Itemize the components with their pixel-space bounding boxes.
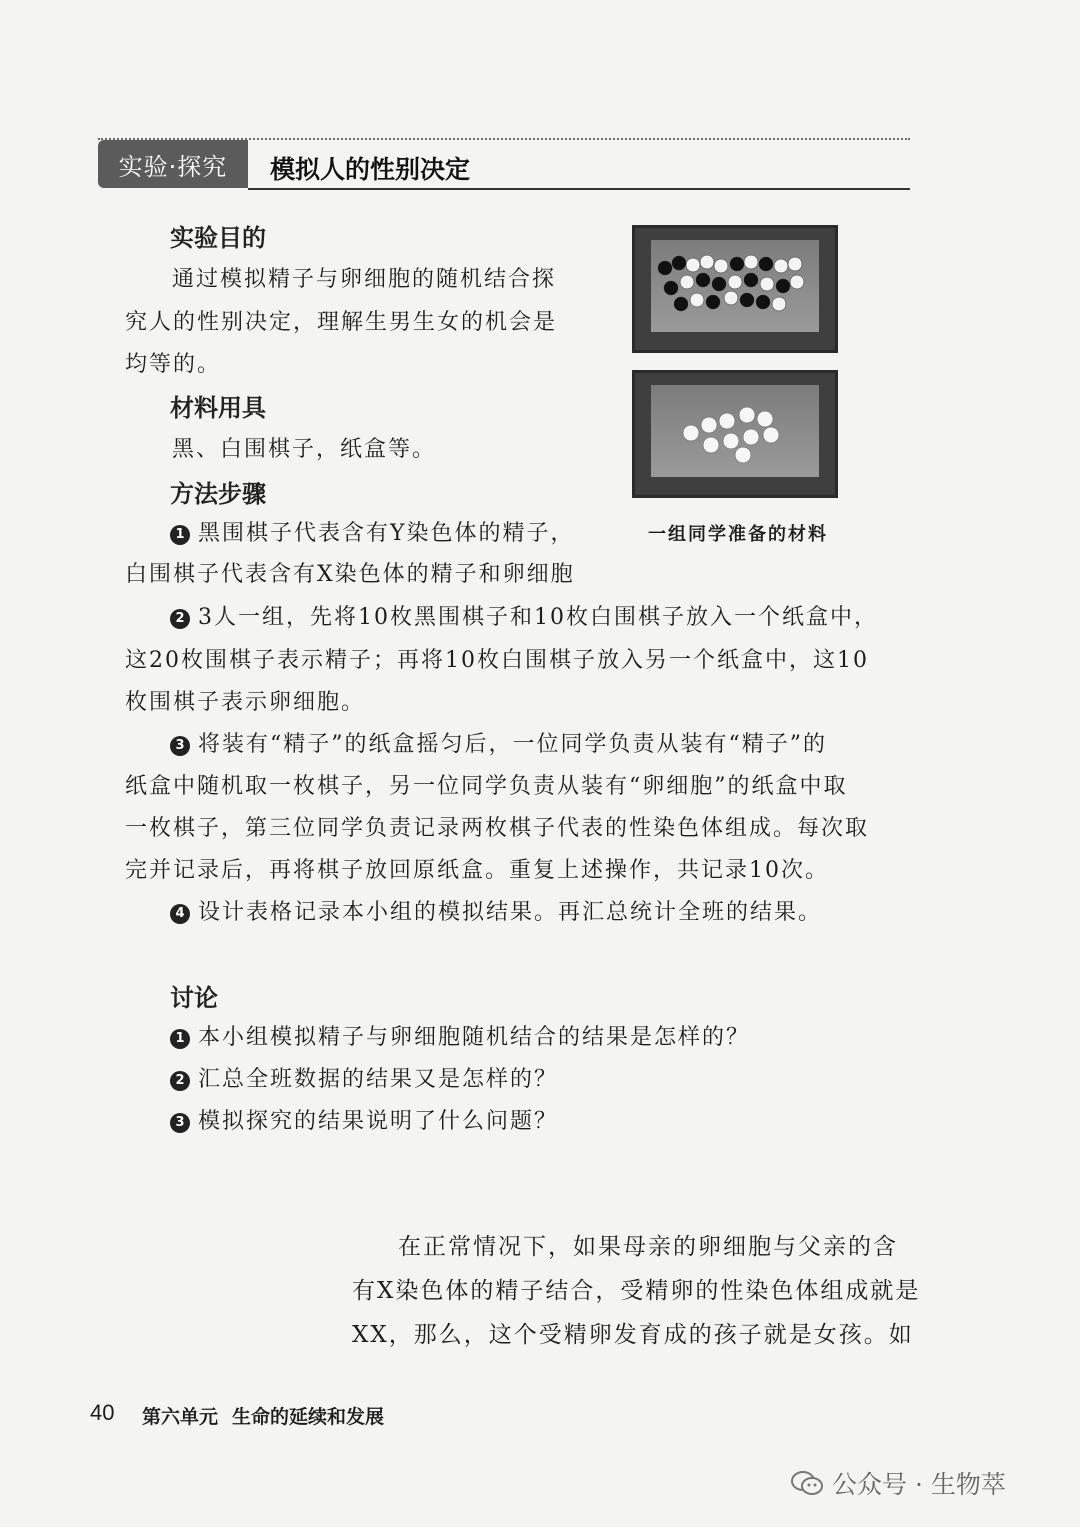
footer-unit: 第六单元	[142, 1406, 219, 1428]
step-1-line	[170, 516, 575, 547]
watermark-text: 公众号 · 生物萃	[832, 1470, 1006, 1499]
step-1-text: 黑围棋子代表含有Y染色体的精子，	[198, 521, 575, 546]
discussion-item	[170, 1062, 558, 1093]
step-2-line: 这20枚围棋子表示精子；再将10枚白围棋子放入另一个纸盒中，这10	[125, 648, 869, 673]
box-interior	[651, 385, 819, 477]
purpose-heading: 实验目的	[170, 224, 266, 252]
discussion-item	[170, 1104, 558, 1135]
discussion-text: 模拟探究的结果说明了什么问题？	[198, 1109, 559, 1134]
question-number-badge: 2	[170, 1071, 190, 1091]
page-number: 40	[90, 1400, 115, 1425]
wechat-icon	[790, 1469, 824, 1497]
section-label: 实验·探究	[98, 140, 248, 188]
discussion-heading: 讨论	[170, 984, 218, 1012]
step-2-line	[170, 600, 878, 631]
step-3-line: 纸盒中随机取一枚棋子，另一位同学负责从装有“卵细胞”的纸盒中取	[125, 774, 848, 799]
question-number-badge: 3	[170, 1113, 190, 1133]
go-stones-black-white	[651, 240, 819, 332]
go-stones-white	[651, 385, 819, 477]
watermark	[790, 1465, 1006, 1501]
section-topic: 模拟人的性别决定	[270, 155, 471, 184]
question-number-badge: 1	[170, 1029, 190, 1049]
step-number-badge: 2	[170, 609, 190, 629]
step-2-line: 枚围棋子表示卵细胞。	[125, 690, 366, 715]
materials-text: 黑、白围棋子，纸盒等。	[172, 437, 437, 462]
photo-caption: 一组同学准备的材料	[648, 524, 828, 545]
step-3-line: 完并记录后，再将棋子放回原纸盒。重复上述操作，共记录10次。	[125, 858, 829, 883]
discussion-item	[170, 1020, 750, 1051]
purpose-line: 究人的性别决定，理解生男生女的机会是	[125, 310, 558, 335]
step-3-text: 将装有“精子”的纸盒摇匀后，一位同学负责从装有“精子”的	[198, 732, 827, 757]
step-3-line: 一枚棋子，第三位同学负责记录两枚棋子代表的性染色体组成。每次取	[125, 816, 870, 841]
footer-unit-title: 生命的延续和发展	[232, 1406, 385, 1428]
photo-egg-box	[632, 370, 838, 498]
discussion-text: 汇总全班数据的结果又是怎样的？	[198, 1067, 559, 1092]
body-line: 在正常情况下，如果母亲的卵细胞与父亲的含	[398, 1234, 898, 1260]
section-header	[98, 138, 910, 190]
materials-heading: 材料用具	[170, 394, 266, 422]
step-4-text: 设计表格记录本小组的模拟结果。再汇总统计全班的结果。	[198, 900, 823, 925]
step-2-text: 3人一组，先将10枚黑围棋子和10枚白围棋子放入一个纸盒中，	[198, 605, 878, 630]
step-4-line	[170, 895, 822, 926]
body-line: 有X染色体的精子结合，受精卵的性染色体组成就是	[352, 1278, 921, 1304]
step-3-line	[170, 727, 827, 758]
method-heading: 方法步骤	[170, 480, 266, 508]
discussion-text: 本小组模拟精子与卵细胞随机结合的结果是怎样的？	[198, 1025, 751, 1050]
body-line: XX，那么，这个受精卵发育成的孩子就是女孩。如	[352, 1322, 914, 1348]
step-number-badge: 3	[170, 736, 190, 756]
step-1-line: 白围棋子代表含有X染色体的精子和卵细胞	[125, 562, 575, 587]
header-rule	[248, 188, 910, 190]
purpose-line: 均等的。	[125, 352, 222, 377]
purpose-line: 通过模拟精子与卵细胞的随机结合探	[172, 267, 557, 292]
photo-sperm-box	[632, 225, 838, 353]
step-number-badge: 1	[170, 525, 190, 545]
box-interior	[651, 240, 819, 332]
step-number-badge: 4	[170, 904, 190, 924]
